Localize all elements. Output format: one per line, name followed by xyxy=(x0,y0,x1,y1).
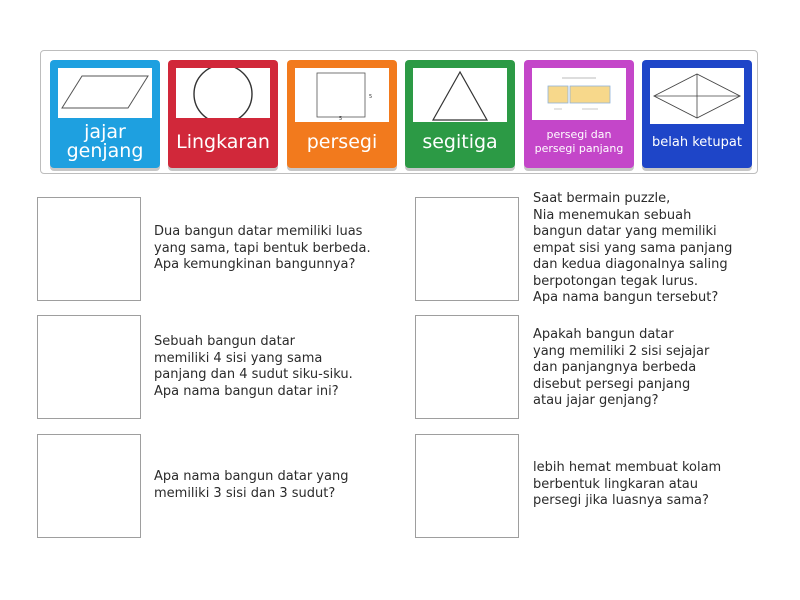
tile-lingkaran[interactable] xyxy=(168,60,278,168)
tile-label: segitiga xyxy=(422,130,498,153)
rhombus-icon xyxy=(650,68,744,124)
parallelogram-icon xyxy=(58,68,152,118)
drop-slot-6[interactable] xyxy=(415,434,519,538)
question-2: Saat bermain puzzle, Nia menemukan sebuah bangun datar yang memiliki empat sisi yang sama panjang dan kedua diagonalnya saling berpotongan tegak lurus. Apa nama bangun tersebut? xyxy=(533,191,733,305)
question-3: Sebuah bangun datar memiliki 4 sisi yang sama panjang dan 4 sudut siku-siku. Apa nama bangun datar ini? xyxy=(154,334,353,399)
side-label-bottom: 5 xyxy=(339,116,343,122)
drop-slot-2[interactable] xyxy=(415,197,519,301)
side-label-right: 5 xyxy=(369,94,373,100)
answer-bank xyxy=(40,50,758,174)
question-1: Dua bangun datar memiliki luas yang sama, tapi bentuk berbeda. Apa kemungkinan bangunnya? xyxy=(154,224,371,272)
tile-label: persegi xyxy=(306,130,378,153)
drop-slot-5[interactable] xyxy=(37,434,141,538)
drop-slot-3[interactable] xyxy=(37,315,141,419)
square-icon xyxy=(295,68,389,122)
tile-label: Lingkaran xyxy=(176,130,270,153)
tile-label: persegi dan persegi panjang xyxy=(534,128,624,155)
question-5: Apa nama bangun datar yang memiliki 3 sisi dan 3 sudut? xyxy=(154,469,349,501)
tile-persegi-dan-persegi-panjang[interactable] xyxy=(524,60,634,168)
tile-segitiga[interactable] xyxy=(405,60,515,168)
square-and-rectangle-icon xyxy=(532,68,626,120)
tile-belah-ketupat[interactable] xyxy=(642,60,752,168)
drop-slot-1[interactable] xyxy=(37,197,141,301)
triangle-icon xyxy=(413,68,507,122)
question-6: lebih hemat membuat kolam berbentuk lingkaran atau persegi jika luasnya sama? xyxy=(533,460,722,508)
tile-label: belah ketupat xyxy=(652,134,742,150)
tile-persegi[interactable] xyxy=(287,60,397,168)
circle-icon xyxy=(176,68,270,118)
drop-slot-4[interactable] xyxy=(415,315,519,419)
question-4: Apakah bangun datar yang memiliki 2 sisi sejajar dan panjangnya berbeda disebut persegi panjang atau jajar genjang? xyxy=(533,327,710,408)
tile-jajar-genjang[interactable] xyxy=(50,60,160,168)
tile-label: jajar genjang xyxy=(66,121,144,162)
